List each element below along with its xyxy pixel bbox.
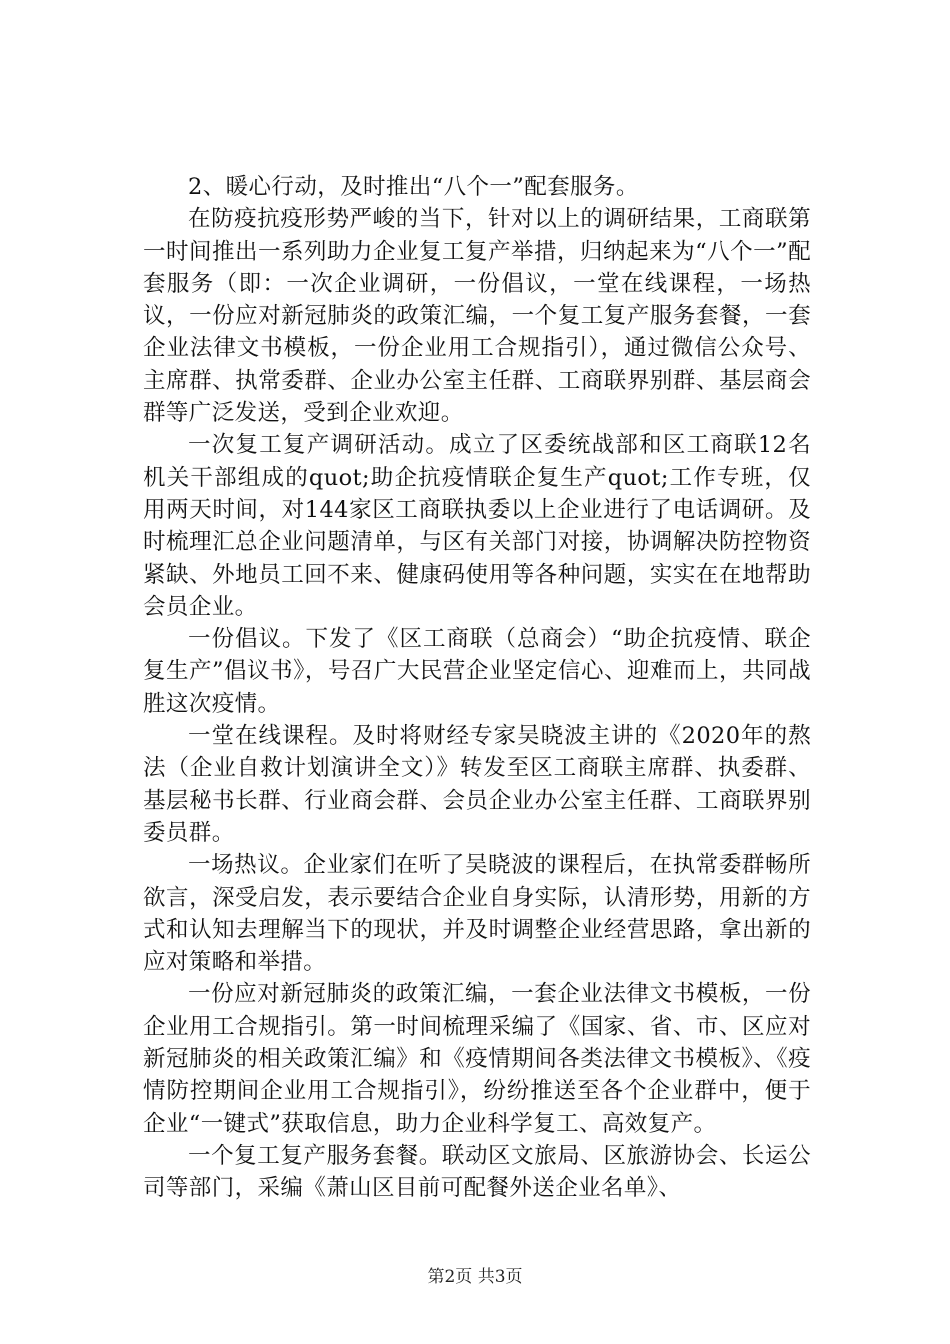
paragraph: 一份倡议。下发了《区工商联（总商会）“助企抗疫情、联企复生产”倡议书》，号召广大民营企业坚定信心、迎难而上，共同战胜这次疫情。 <box>143 626 811 717</box>
paragraph: 一次复工复产调研活动。成立了区委统战部和区工商联12名机关干部组成的quot;助企抗疫情联企复生产quot;工作专班，仅用两天时间，对144家区工商联执委以上企业进行了电话调研。及时梳理汇总企业问题清单，与区有关部门对接，协调解决防控物资紧缺、外地员工回不来、健康码使用等各种问题，实实在在地帮助会员企业。 <box>143 432 811 620</box>
page-footer: 第2页 共3页 <box>427 1267 523 1287</box>
paragraph: 一堂在线课程。及时将财经专家吴晓波主讲的《2020年的熬法（企业自救计划演讲全文）》转发至区工商联主席群、执委群、基层秘书长群、行业商会群、会员企业办公室主任群、工商联界别委员群。 <box>143 723 811 846</box>
paragraph: 一个复工复产服务套餐。联动区文旅局、区旅游协会、长运公司等部门，采编《萧山区目前可配餐外送企业名单》、 <box>143 1142 811 1202</box>
paragraph: 一份应对新冠肺炎的政策汇编，一套企业法律文书模板，一份企业用工合规指引。第一时间梳理采编了《国家、省、市、区应对新冠肺炎的相关政策汇编》和《疫情期间各类法律文书模板》、《疫情防控期间企业用工合规指引》，纷纷推送至各个企业群中，便于企业“一键式”获取信息，助力企业科学复工、高效复产。 <box>143 981 811 1137</box>
document-body <box>143 171 811 1205</box>
paragraph-heading: 2、暖心行动，及时推出“八个一”配套服务。 <box>188 174 639 200</box>
paragraph: 在防疫抗疫形势严峻的当下，针对以上的调研结果，工商联第一时间推出一系列助力企业复工复产举措，归纳起来为“八个一”配套服务（即：一次企业调研，一份倡议，一堂在线课程，一场热议，一份应对新冠肺炎的政策汇编，一个复工复产服务套餐，一套企业法律文书模板，一份企业用工合规指引），通过微信公众号、主席群、执常委群、企业办公室主任群、工商联界别群、基层商会群等广泛发送，受到企业欢迎。 <box>143 206 811 427</box>
paragraph: 一场热议。企业家们在听了吴晓波的课程后，在执常委群畅所欲言，深受启发，表示要结合企业自身实际，认清形势，用新的方式和认知去理解当下的现状，并及时调整企业经营思路，拿出新的应对策略和举措。 <box>143 852 811 976</box>
